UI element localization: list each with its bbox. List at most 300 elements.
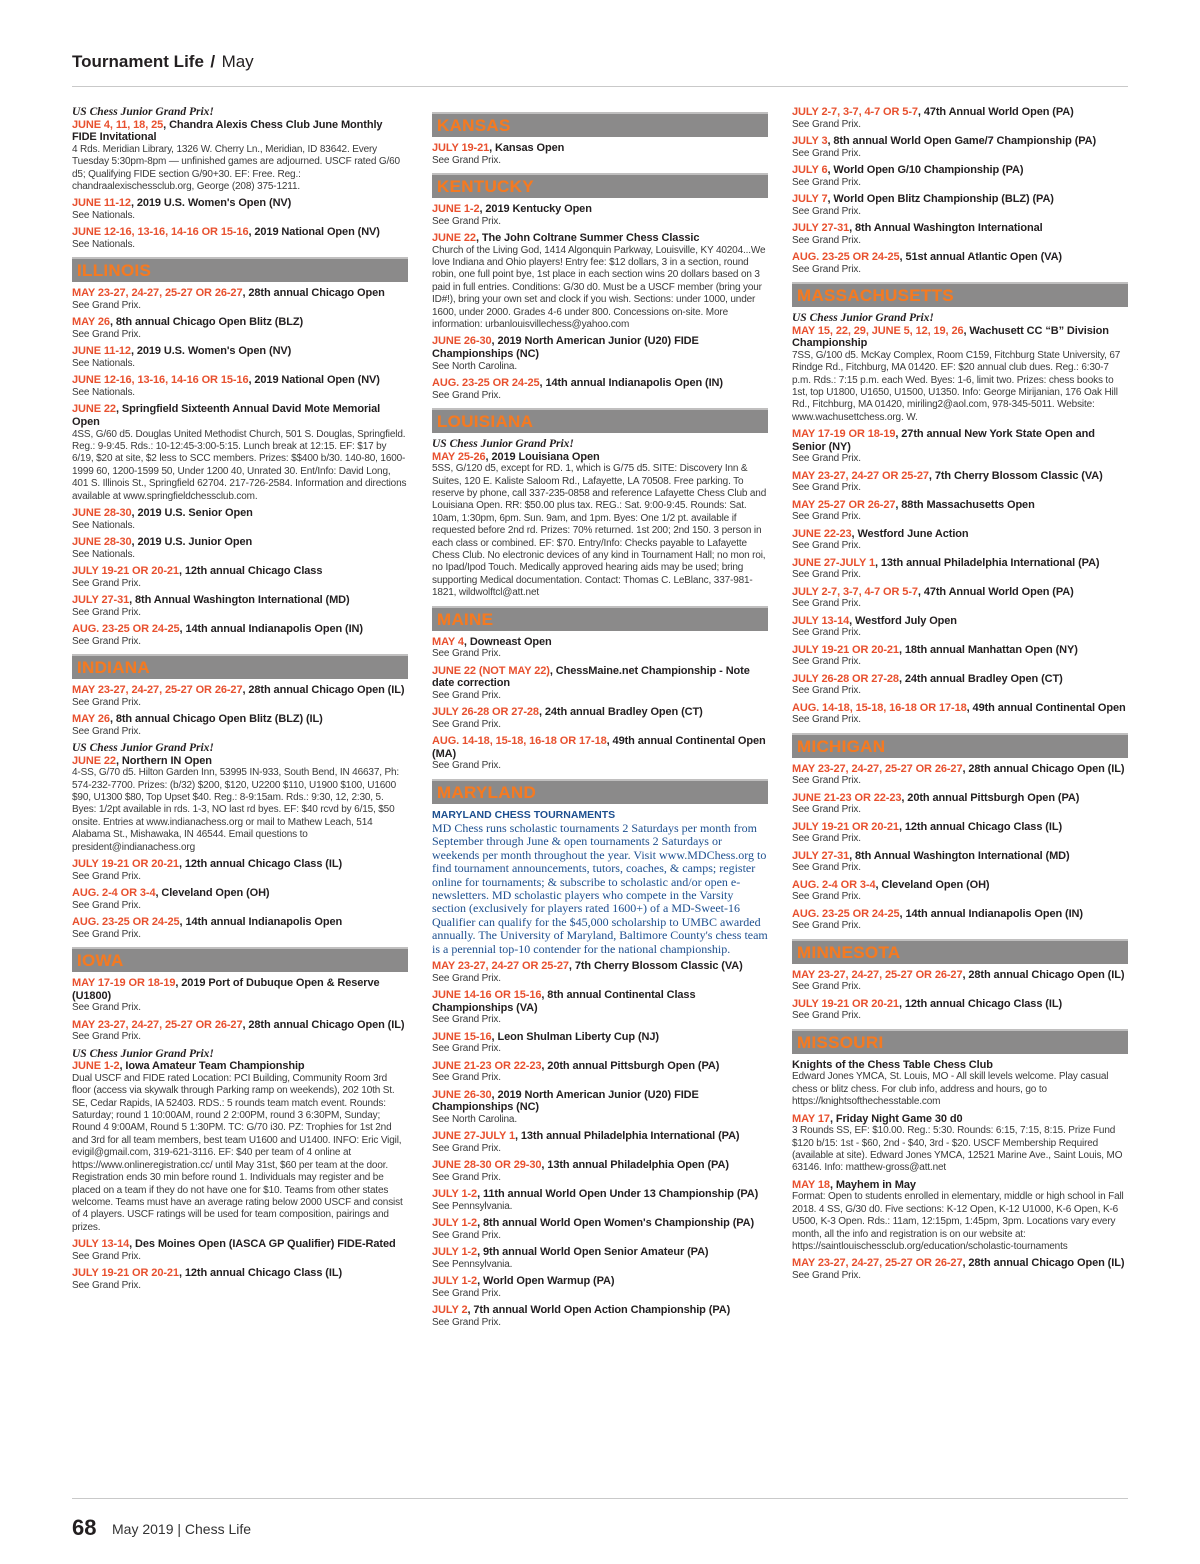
tournament-details: See Pennsylvania.	[432, 1258, 513, 1270]
tournament-details: See Nationals.	[72, 239, 135, 250]
column-middle	[432, 106, 768, 1491]
tournament-date: MAY 23-27, 24-27, 25-27 OR 26-27	[792, 762, 963, 775]
tournament-date: MAY 23-27, 24-27, 25-27 OR 26-27	[72, 1018, 243, 1031]
tournament-name: , 14th annual Indianapolis Open (IN)	[899, 907, 1083, 920]
tournament-date: JULY 27-31	[792, 222, 850, 234]
entry-heading	[792, 222, 1128, 235]
tournament-entry	[72, 226, 408, 251]
entry-heading	[72, 887, 408, 900]
tournament-date: JUNE 22	[72, 754, 116, 767]
tournament-name: , 49th annual Continental Open (MA)	[432, 735, 766, 760]
tournament-entry	[792, 499, 1128, 524]
tournament-date: MAY 25-27 OR 26-27	[792, 498, 896, 511]
tournament-name: , 88th Massachusetts Open	[895, 498, 1035, 511]
tournament-name: , 20th annual Pittsburgh Open (PA)	[541, 1059, 720, 1072]
entry-heading	[432, 232, 768, 245]
tournament-date: JUNE 27-JULY 1	[432, 1130, 515, 1143]
tournament-details: See Grand Prix.	[432, 154, 501, 166]
tournament-date: JULY 27-31	[792, 849, 850, 862]
state-heading: MICHIGAN	[797, 736, 886, 756]
tournament-entry	[432, 203, 768, 228]
entry-heading	[792, 821, 1128, 834]
tournament-date: MAY 23-27, 24-27 OR 25-27	[792, 469, 929, 482]
tournament-entry	[432, 706, 768, 731]
tournament-entry	[72, 594, 408, 619]
tournament-details: 5SS, G/120 d5, except for RD. 1, which is G/75 d5. SITE: Discovery Inn & Suites, 120 E. Kaliste Saloom Rd., Lafayette, LA 70508. Free parking. To reserve by phone, call 337-235-0858 and reference Lafayette Chess Club and Louisiana Open. RR: $50.00 plus tax. REG.: Sat. 9:00-9:45. Rounds: Sat. 10am, 1:30pm, 6pm. Sun. 9am, and 1pm. Byes: One 1/2 pt. available if requested before 2nd rd. Prizes: 70% returned. 1st 200; 2nd 150. 3 person in each class or combined. EF: $70. Entry/Info: Checks payable to Lafayette Chess Club. No electronic devices of any kind in Tournament Hall; no mon roi, no Ipad/Ipod Touch. Medically approved hearing aids may be used; bring supporting Medical documentation. Contact: Thomas C. LeBlanc, 337-981-1821, wildwolftcl@att.net	[432, 463, 767, 599]
state-heading-bar	[432, 408, 768, 433]
tournament-entry	[432, 1246, 768, 1271]
entry-heading	[72, 197, 408, 210]
tournament-name: , Springfield Sixteenth Annual David Mote Memorial Open	[72, 403, 381, 428]
tournament-date: JULY 19-21 OR 20-21	[72, 1267, 179, 1280]
entry-heading	[792, 586, 1128, 599]
tournament-name: , 13th annual Philadelphia International (PA)	[514, 1130, 740, 1143]
state-heading: MISSOURI	[797, 1032, 884, 1052]
tournament-name: , 11th annual World Open Under 13 Championship (PA)	[477, 1188, 759, 1201]
tournament-details: See Grand Prix.	[792, 714, 861, 726]
tournament-details: See North Carolina.	[432, 360, 517, 372]
junior-grand-prix-label: US Chess Junior Grand Prix!	[792, 312, 934, 324]
maryland-info-block	[432, 809, 768, 956]
tournament-details: See Grand Prix.	[432, 1072, 501, 1084]
tournament-date: JUNE 28-30 OR 29-30	[432, 1159, 542, 1172]
tournament-details: See Grand Prix.	[432, 689, 501, 701]
tournament-details: See Grand Prix.	[792, 656, 861, 668]
tournament-name: , 8th Annual Washington International (MD)	[849, 849, 1070, 862]
tournament-name: , World Open G/10 Championship (PA)	[827, 164, 1024, 176]
tournament-details: Format: Open to students enrolled in elementary, middle or high school in Fall 2018. 4 SS, G/30 d0. Five sections: K-12 Open, K-12 U1000, K-6 Open, K-6 U500, K-3 Open. Rds.: 11am, 12:15pm, 1:45pm, 3pm. Locations vary every month, all the info and registration is on our website at: https://saintlouischessclub.org/education/scholastic-tournaments	[792, 1191, 1124, 1253]
tournament-date: JULY 7	[792, 193, 828, 205]
tournament-entry	[72, 345, 408, 370]
tournament-name: , Cleveland Open (OH)	[875, 878, 990, 891]
tournament-details: See Grand Prix.	[792, 540, 861, 552]
tournament-details: See Nationals.	[72, 519, 135, 531]
tournament-details: See Grand Prix.	[792, 1270, 861, 1282]
tournament-entry	[72, 887, 408, 912]
tournament-date: MAY 26	[72, 713, 110, 726]
tournament-details: See Grand Prix.	[72, 1002, 141, 1014]
tournament-name: , 8th annual World Open Game/7 Championship (PA)	[827, 135, 1097, 147]
tournament-date: JULY 6	[792, 164, 828, 176]
entry-heading	[792, 644, 1128, 657]
state-heading-bar	[432, 173, 768, 198]
tournament-name: , 47th Annual World Open (PA)	[917, 106, 1074, 118]
column-left	[72, 106, 408, 1491]
tournament-name: , 28th annual Chicago Open (IL)	[242, 1018, 405, 1031]
tournament-details: See Grand Prix.	[432, 1287, 501, 1299]
tournament-date: JUNE 22 (NOT MAY 22)	[432, 664, 550, 677]
tournament-entry	[792, 428, 1128, 466]
tournament-entry	[432, 1031, 768, 1056]
tournament-date: MAY 4	[432, 635, 464, 648]
tournament-name: , 12th annual Chicago Class (IL)	[178, 1267, 343, 1280]
tournament-details: See Grand Prix.	[792, 176, 861, 188]
tournament-details: See Grand Prix.	[72, 329, 141, 340]
tournament-date: JUNE 12-16, 13-16, 14-16 OR 15-16	[72, 374, 249, 387]
tournament-entry	[792, 792, 1128, 817]
tournament-entry	[432, 438, 768, 600]
tournament-entry	[792, 673, 1128, 698]
tournament-name: , 2019 Louisiana Open	[485, 450, 600, 463]
tournament-entry	[792, 850, 1128, 875]
tournament-entry	[792, 763, 1128, 788]
junior-grand-prix-label: US Chess Junior Grand Prix!	[72, 1047, 214, 1060]
page-header	[72, 52, 1128, 87]
tournament-name: , 13th annual Philadelphia International (PA)	[874, 556, 1100, 569]
tournament-entry	[72, 713, 408, 738]
tournament-date: JULY 19-21 OR 20-21	[792, 643, 899, 656]
entry-heading	[432, 1031, 768, 1044]
entry-heading	[432, 1275, 768, 1288]
tournament-entry	[792, 1059, 1128, 1109]
tournament-entry	[72, 106, 408, 193]
tournament-name: , 14th annual Indianapolis Open	[179, 916, 343, 929]
entry-heading	[792, 673, 1128, 686]
tournament-entry	[792, 821, 1128, 846]
page-number: 68	[72, 1515, 97, 1540]
entry-heading	[792, 1059, 1128, 1072]
tournament-details: 4 Rds. Meridian Library, 1326 W. Cherry Ln., Meridian, ID 83642. Every Tuesday 5:30pm-8pm — unfinished games are adjourned. USCF rated G/60 d5; Qualifying FIDE section G/90+30. EF: Free. Reg.: chandraalexischessclub.org, George (208) 375-1211.	[72, 143, 400, 192]
tournament-details: See Grand Prix.	[72, 1279, 141, 1291]
tournament-date: MAY 15, 22, 29, JUNE 5, 12, 19, 26	[792, 324, 964, 337]
tournament-name: , Iowa Amateur Team Championship	[119, 1060, 305, 1073]
entry-heading	[432, 665, 768, 690]
tournament-details: See Nationals.	[72, 358, 135, 369]
tournament-entry	[432, 142, 768, 167]
tournament-name: , 49th annual Continental Open	[966, 701, 1126, 714]
tournament-date: JUNE 28-30	[72, 507, 132, 520]
tournament-date: MAY 23-27, 24-27 OR 25-27	[432, 959, 569, 972]
entry-heading	[792, 528, 1128, 541]
state-heading-bar	[432, 779, 768, 804]
entry-heading	[792, 763, 1128, 776]
tournament-details: See Grand Prix.	[72, 899, 141, 911]
tournament-date: JULY 1-2	[432, 1188, 478, 1201]
tournament-details: Edward Jones YMCA, St. Louis, MO - All skill levels welcome. Play casual chess or blitz chess. For club info, address and hours, go to https://knightsofthechesstable.com	[792, 1071, 1109, 1108]
column-right	[792, 106, 1128, 1491]
tournament-name: , 24th annual Bradley Open (CT)	[898, 672, 1063, 685]
tournament-name: , Westford June Action	[851, 527, 969, 540]
tournament-details: See Grand Prix.	[792, 833, 861, 845]
tournament-details: See Grand Prix.	[72, 1031, 141, 1043]
tournament-entry	[792, 586, 1128, 611]
tournament-details: Dual USCF and FIDE rated Location: PCI Building, Community Room 3rd floor (access via skywalk through Parking ramp on weekends), 202 10th St. SE, Cedar Rapids, IA 52403. RDS.: 5 rounds team match event. Rounds: Saturday; round 1 10:00AM, round 2 2:00PM, round 3 6:30PM, Sunday; Round 4 9:00AM, Round 5 1:30PM. TC: G/70 i30. PZ: Trophies for 1st 2nd and 3rd for all team members, best team U1600 and U1400. INFO: Eric Vigil, evigil@gmail.com, 319-621-3116. EF: $40 per team of 4 online at https://www.onlineregistration.cc/ until May 31st, $60 per team at the door. Registration ends 30 min before round 1. Individuals may register and be placed on a team if they do not have one for $10. Teams from other states welcome. Teams must have an average rating below 2000 USCF and consist of 4 players. USCF ratings will be used for team composition, pairings and prizes.	[72, 1072, 403, 1233]
tournament-name: , Leon Shulman Liberty Cup (NJ)	[491, 1030, 659, 1043]
tournament-entry	[72, 507, 408, 532]
tournament-date: AUG. 14-18, 15-18, 16-18 OR 17-18	[432, 735, 607, 748]
tournament-details: See Grand Prix.	[792, 511, 861, 523]
tournament-name: , 2019 U.S. Women's Open (NV)	[130, 197, 292, 210]
entry-heading	[792, 106, 1128, 119]
tournament-entry	[792, 615, 1128, 640]
state-heading-bar	[72, 947, 408, 972]
tournament-name: , 13th annual Philadelphia Open (PA)	[541, 1159, 729, 1172]
tournament-entry	[792, 470, 1128, 495]
maryland-info-heading: MARYLAND CHESS TOURNAMENTS	[432, 808, 616, 821]
entry-heading	[432, 1159, 768, 1172]
tournament-entry	[792, 312, 1128, 424]
tournament-entry	[792, 106, 1128, 131]
tournament-details: See Grand Prix.	[792, 147, 861, 159]
tournament-name: , 2019 North American Junior (U20) FIDE Championships (NC)	[432, 1088, 699, 1114]
entry-heading	[792, 325, 1128, 350]
tournament-name: , 28th annual Chicago Open	[242, 287, 385, 300]
tournament-details: See Grand Prix.	[432, 1171, 501, 1183]
tournament-entry	[792, 1113, 1128, 1175]
state-heading: MASSACHUSETTS	[797, 286, 954, 305]
entry-heading	[432, 1130, 768, 1143]
entry-heading	[72, 374, 408, 387]
entry-heading	[432, 636, 768, 649]
entry-heading	[792, 1257, 1128, 1270]
tournament-details: See Grand Prix.	[432, 1229, 501, 1241]
tournament-name: , 9th annual World Open Senior Amateur (PA)	[477, 1246, 709, 1259]
state-heading-bar	[72, 257, 408, 282]
tournament-date: JULY 2-7, 3-7, 4-7 OR 5-7	[792, 585, 918, 598]
tournament-details: See Grand Prix.	[792, 234, 861, 246]
tournament-details: See Grand Prix.	[432, 1043, 501, 1055]
tournament-details: See Grand Prix.	[72, 300, 141, 311]
tournament-name: , 27th annual New York State Open and Senior (NY)	[792, 428, 1095, 453]
tournament-entry	[432, 1089, 768, 1127]
tournament-entry	[432, 989, 768, 1027]
entry-heading	[792, 193, 1128, 206]
tournament-details: See Grand Prix.	[432, 972, 501, 984]
state-heading-bar	[432, 112, 768, 137]
tournament-entry	[792, 135, 1128, 160]
tournament-details: See Grand Prix.	[792, 685, 861, 697]
tournament-name: , 2019 National Open (NV)	[248, 374, 380, 387]
tournament-date: JULY 1-2	[432, 1217, 478, 1230]
tournament-date: JULY 13-14	[792, 614, 850, 627]
entry-heading	[432, 377, 768, 390]
tournament-date: JULY 19-21 OR 20-21	[72, 565, 179, 578]
entry-heading	[432, 706, 768, 719]
entry-heading	[792, 1113, 1128, 1126]
tournament-date: MAY 17	[792, 1112, 830, 1125]
tournament-details: See Grand Prix.	[792, 598, 861, 610]
entry-heading	[432, 1188, 768, 1201]
tournament-details: See Grand Prix.	[792, 775, 861, 787]
tournament-name: , Des Moines Open (IASCA GP Qualifier) FIDE-Rated	[129, 1238, 396, 1251]
tournament-details: See Grand Prix.	[792, 920, 861, 932]
tournament-date: JUNE 14-16 OR 15-16	[432, 988, 542, 1001]
maryland-info-text: MD Chess runs scholastic tournaments 2 Saturdays per month from September through June & open tournaments 2 Saturdays or weekends per month throughout the year. Visit www.MDChess.org to find tournament announcements, tutors, coaches, & camps; register online for tournaments; & subscribe to scholastic and/or open e-newsletters. MD scholastic players who compete in the Varsity section (exclusively for players rated 1600+) of a MD-Sweet-16 Qualifier can qualify for the $45,000 scholarship to UMBC awarded annually. The University of Maryland, Baltimore County's chess team is a perennial top-10 contender for the national championship.	[432, 820, 768, 956]
tournament-details: See North Carolina.	[432, 1113, 517, 1125]
tournament-date: AUG. 23-25 OR 24-25	[792, 251, 900, 263]
tournament-name: , 12th annual Chicago Class (IL)	[898, 997, 1063, 1010]
tournament-date: JUNE 22	[72, 403, 116, 416]
junior-grand-prix-label: US Chess Junior Grand Prix!	[72, 106, 214, 118]
tournament-name: , 2019 U.S. Senior Open	[131, 507, 253, 520]
tournament-details: See Nationals.	[72, 387, 135, 398]
tournament-date: AUG. 23-25 OR 24-25	[792, 907, 900, 920]
tournament-details: See Nationals.	[72, 548, 135, 560]
entry-heading	[72, 713, 408, 726]
entry-heading	[432, 1217, 768, 1230]
entry-heading	[72, 316, 408, 329]
entry-heading	[72, 977, 408, 1002]
tournament-entry	[72, 374, 408, 399]
tournament-details: See Grand Prix.	[792, 453, 861, 465]
tournament-name: , 24th annual Bradley Open (CT)	[538, 706, 703, 719]
tournament-name: , 8th Annual Washington International (MD)	[129, 594, 350, 607]
tournament-name: , World Open Warmup (PA)	[477, 1275, 615, 1288]
state-heading: KANSAS	[437, 116, 511, 135]
tournament-entry	[72, 287, 408, 312]
tournament-entry	[792, 164, 1128, 189]
state-heading: ILLINOIS	[77, 261, 152, 281]
entry-heading	[72, 684, 408, 697]
tournament-entry	[792, 193, 1128, 218]
tournament-details: See Grand Prix.	[432, 760, 501, 772]
tournament-entry	[72, 1267, 408, 1292]
state-heading-bar	[792, 1029, 1128, 1054]
tournament-date: JUNE 22	[432, 232, 476, 244]
tournament-entry	[792, 879, 1128, 904]
tournament-date: JULY 27-31	[72, 594, 130, 607]
entry-heading	[792, 135, 1128, 148]
tournament-details: See Grand Prix.	[792, 627, 861, 639]
tournament-date: MAY 17-19 OR 18-19	[72, 977, 176, 990]
tournament-date: JUNE 22-23	[792, 527, 852, 540]
tournament-details: See Grand Prix.	[792, 804, 861, 816]
tournament-name: , 28th annual Chicago Open (IL)	[962, 968, 1125, 981]
tournament-entry	[792, 251, 1128, 276]
tournament-date: JUNE 28-30	[72, 536, 132, 549]
tournament-entry	[72, 403, 408, 503]
tournament-name: , 28th annual Chicago Open (IL)	[962, 762, 1125, 775]
tournament-date: MAY 17-19 OR 18-19	[792, 428, 896, 441]
tournament-details: See Grand Prix.	[792, 1010, 861, 1022]
tournament-name: , 14th annual Indianapolis Open (IN)	[539, 377, 723, 390]
tournament-name: , 2019 National Open (NV)	[248, 226, 380, 239]
state-heading-bar	[792, 939, 1128, 964]
tournament-details: See Grand Prix.	[72, 635, 141, 647]
tournament-entry	[432, 335, 768, 373]
tournament-entry	[72, 316, 408, 341]
tournament-name: , 12th annual Chicago Class	[178, 565, 323, 578]
tournament-name: , 2019 Port of Dubuque Open & Reserve (U1800)	[72, 977, 380, 1002]
tournament-date: JUNE 15-16	[432, 1030, 492, 1043]
tournament-date: MAY 23-27, 24-27, 25-27 OR 26-27	[792, 1257, 963, 1270]
tournament-entry	[432, 1304, 768, 1329]
tournament-date: JUNE 21-23 OR 22-23	[432, 1059, 542, 1072]
state-heading: INDIANA	[77, 658, 150, 678]
tournament-date: JULY 2-7, 3-7, 4-7 OR 5-7	[792, 106, 918, 118]
entry-heading	[72, 403, 408, 428]
tournament-date: MAY 23-27, 24-27, 25-27 OR 26-27	[72, 684, 243, 697]
tournament-details: See Grand Prix.	[432, 718, 501, 730]
entry-heading	[432, 735, 768, 760]
section-subtitle: May	[221, 52, 254, 71]
entry-heading	[792, 470, 1128, 483]
entry-heading	[792, 499, 1128, 512]
entry-heading	[432, 142, 768, 155]
entry-heading	[432, 335, 768, 360]
tournament-date: JUNE 26-30	[432, 1088, 492, 1101]
entry-heading	[432, 989, 768, 1014]
junior-grand-prix-label: US Chess Junior Grand Prix!	[72, 742, 214, 755]
entry-heading	[792, 792, 1128, 805]
tournament-name: , 20th annual Pittsburgh Open (PA)	[901, 791, 1080, 804]
tournament-details: See Grand Prix.	[72, 606, 141, 618]
entry-heading	[792, 998, 1128, 1011]
entry-heading	[792, 557, 1128, 570]
entry-heading	[432, 960, 768, 973]
tournament-entry	[792, 644, 1128, 669]
tournament-entry	[792, 1179, 1128, 1254]
tournament-details: See Grand Prix.	[792, 862, 861, 874]
tournament-name: , Westford July Open	[849, 614, 957, 627]
tournament-details: See Grand Prix.	[432, 1142, 501, 1154]
tournament-entry	[72, 742, 408, 854]
tournament-entry	[72, 1048, 408, 1234]
entry-heading	[432, 1089, 768, 1114]
tournament-name: , 18th annual Manhattan Open (NY)	[898, 643, 1078, 656]
entry-heading	[72, 858, 408, 871]
tournament-date: JULY 3	[792, 135, 828, 147]
tournament-date: JULY 19-21 OR 20-21	[792, 820, 899, 833]
state-heading: LOUISIANA	[437, 412, 534, 432]
tournament-date: JUNE 1-2	[72, 1060, 120, 1073]
entry-heading	[432, 1304, 768, 1317]
tournament-entry	[792, 528, 1128, 553]
tournament-date: MAY 25-26	[432, 450, 486, 463]
tournament-date: AUG. 23-25 OR 24-25	[72, 916, 180, 929]
tournament-details: See Pennsylvania.	[432, 1200, 513, 1212]
tournament-details: See Grand Prix.	[432, 648, 501, 660]
entry-heading	[72, 623, 408, 636]
tournament-name: , 47th Annual World Open (PA)	[917, 585, 1074, 598]
tournament-date: AUG. 2-4 OR 3-4	[792, 878, 876, 891]
tournament-date: AUG. 2-4 OR 3-4	[72, 887, 156, 900]
tournament-name: Knights of the Chess Table Chess Club	[792, 1058, 993, 1071]
entry-heading	[72, 565, 408, 578]
tournament-entry	[792, 998, 1128, 1023]
state-heading: KENTUCKY	[437, 177, 534, 196]
tournament-name: , The John Coltrane Summer Chess Classic	[475, 232, 700, 244]
tournament-name: , 28th annual Chicago Open (IL)	[242, 684, 405, 697]
tournament-date: AUG. 14-18, 15-18, 16-18 OR 17-18	[792, 701, 967, 714]
tournament-entry	[72, 977, 408, 1015]
entry-heading	[72, 507, 408, 520]
tournament-details: See Grand Prix.	[792, 482, 861, 494]
tournament-date: JULY 19-21 OR 20-21	[792, 997, 899, 1010]
tournament-entry	[792, 908, 1128, 933]
entry-heading	[72, 1019, 408, 1032]
state-heading: MINNESOTA	[797, 942, 901, 962]
tournament-details: See Grand Prix.	[432, 1014, 501, 1026]
tournament-date: JULY 19-21	[432, 142, 490, 154]
state-heading-bar	[432, 606, 768, 631]
tournament-name: , 8th annual Chicago Open Blitz (BLZ)	[109, 316, 304, 329]
tournament-name: , 8th annual Continental Class Championships (VA)	[432, 988, 696, 1014]
tournament-name: , Mayhem in May	[829, 1178, 916, 1191]
entry-heading	[792, 908, 1128, 921]
tournament-name: , 7th annual World Open Action Championship (PA)	[467, 1304, 731, 1317]
tournament-entry	[432, 636, 768, 661]
tournament-details: See Grand Prix.	[432, 215, 501, 227]
tournament-name: , Downeast Open	[463, 635, 552, 648]
state-heading: MARYLAND	[437, 782, 537, 802]
tournament-name: , 7th Cherry Blossom Classic (VA)	[568, 959, 743, 972]
tournament-date: JUNE 11-12	[72, 197, 131, 210]
entry-heading	[432, 203, 768, 216]
tournament-details: 4SS, G/60 d5. Douglas United Methodist Church, 501 S. Douglas, Springfield. Reg.: 9-9:45. Rds.: 10-12:45-3:00-5:15. Lunch break at 12:15. EF: $17 by 6/19, $20 at site, $2 less to SCC members. Prizes: $$400 b/30. 140-80, 1600-1999 60, 1200-1599 50, Under 1200 40, Unrated 30. Ent/Info: David Long, 401 S. Illinois St., Springfield 62704. 217-726-2584. Information and directions available at www.springfieldchessclub.com.	[72, 428, 407, 502]
state-heading-bar	[792, 282, 1128, 307]
tournament-date: JUNE 11-12	[72, 345, 131, 358]
